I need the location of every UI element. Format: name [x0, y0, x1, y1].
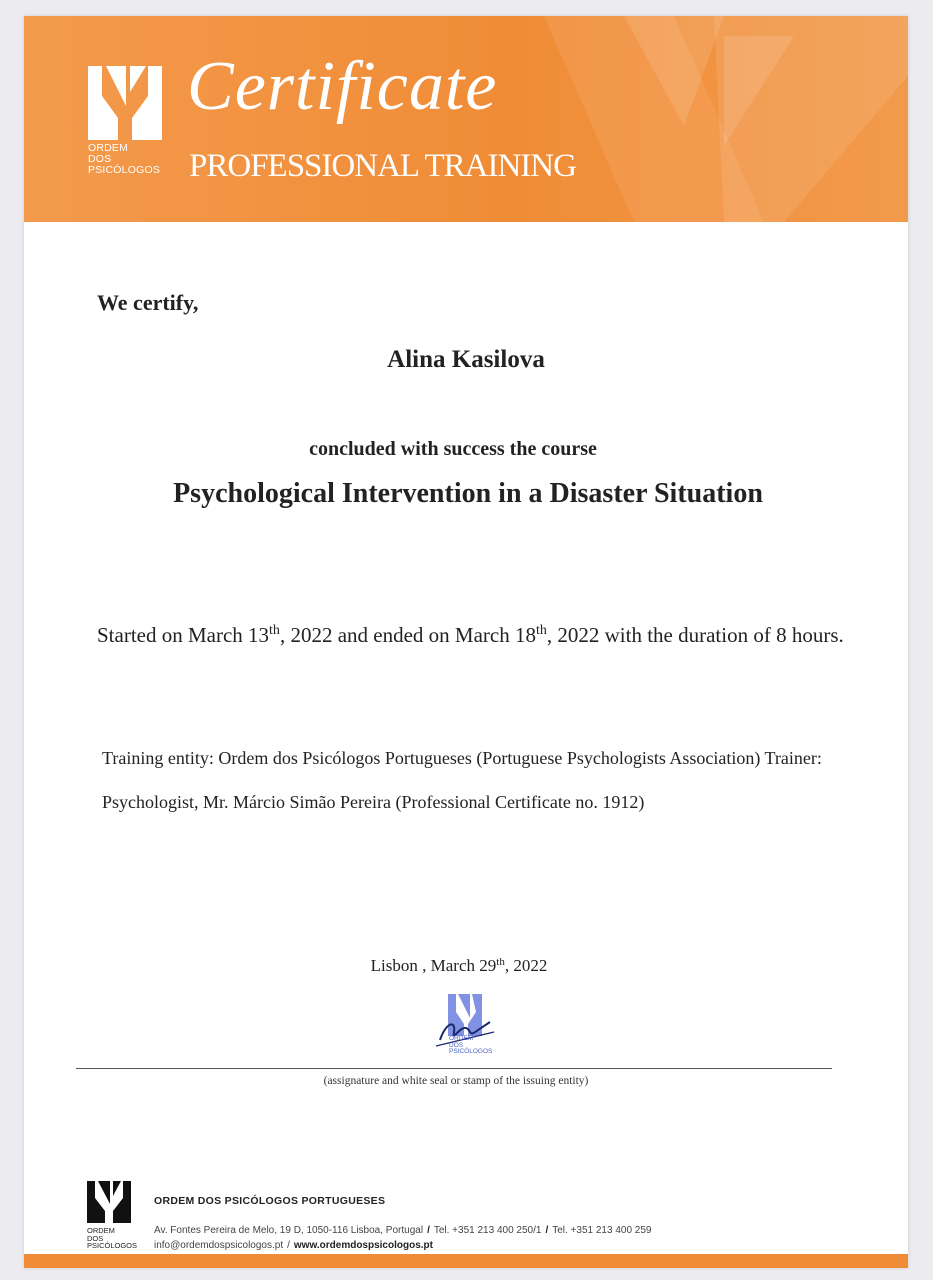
header-banner — [24, 16, 908, 222]
footer-contact — [154, 1223, 651, 1253]
footer-website-link[interactable]: www.ordemdospsicologos.pt — [293, 1240, 433, 1251]
certificate-subtitle: PROFESSIONAL TRAINING — [189, 148, 576, 184]
footer-logo-icon — [87, 1181, 131, 1223]
logo-wordmark: ORDEM DOS PSICÓLOGOS — [88, 142, 161, 176]
training-entity-text: Training entity: Ordem dos Psicólogos Portugueses (Portuguese Psychologists Association) Trainer: Psychologist, Mr. Márcio Simão Pereira (Professional Certificate no. 1912) — [102, 748, 822, 812]
recipient-name: Alina Kasilova — [387, 346, 545, 373]
footer-address-line: Av. Fontes Pereira de Melo, 19 D, 1050-116 Lisboa, Portugal / Tel. +351 213 400 250/1 / Tel. +351 213 400 259 — [154, 1225, 652, 1236]
footer-email[interactable]: info@ordemdospsicologos.pt — [154, 1240, 284, 1251]
signature-line — [76, 1068, 832, 1069]
course-dates: Started on March 13th, 2022 and ended on March 18th, 2022 with the duration of 8 hours. — [97, 623, 844, 647]
footer-logo-wordmark: ORDEM DOS PSICÓLOGOS — [87, 1226, 138, 1250]
footer-orange-bar — [24, 1254, 908, 1268]
we-certify-text: We certify, — [97, 290, 199, 315]
stamp-wordmark: ORDEM DOS PSICÓLOGOS — [449, 1035, 493, 1055]
footer-org-name: ORDEM DOS PSICÓLOGOS PORTUGUESES — [154, 1195, 386, 1207]
course-title: Psychological Intervention in a Disaster Situation — [173, 478, 763, 509]
certificate-title: Certificate — [187, 48, 498, 125]
footer-web-line: info@ordemdospsicologos.pt / www.ordemdospsicologos.pt — [154, 1240, 433, 1251]
ordem-logo-icon — [88, 66, 162, 140]
place-and-date: Lisbon , March 29th, 2022 — [370, 956, 548, 975]
concluded-text: concluded with success the course — [309, 438, 597, 460]
signature-caption: (assignature and white seal or stamp of the issuing entity) — [323, 1075, 589, 1087]
certificate-page — [24, 16, 908, 1268]
